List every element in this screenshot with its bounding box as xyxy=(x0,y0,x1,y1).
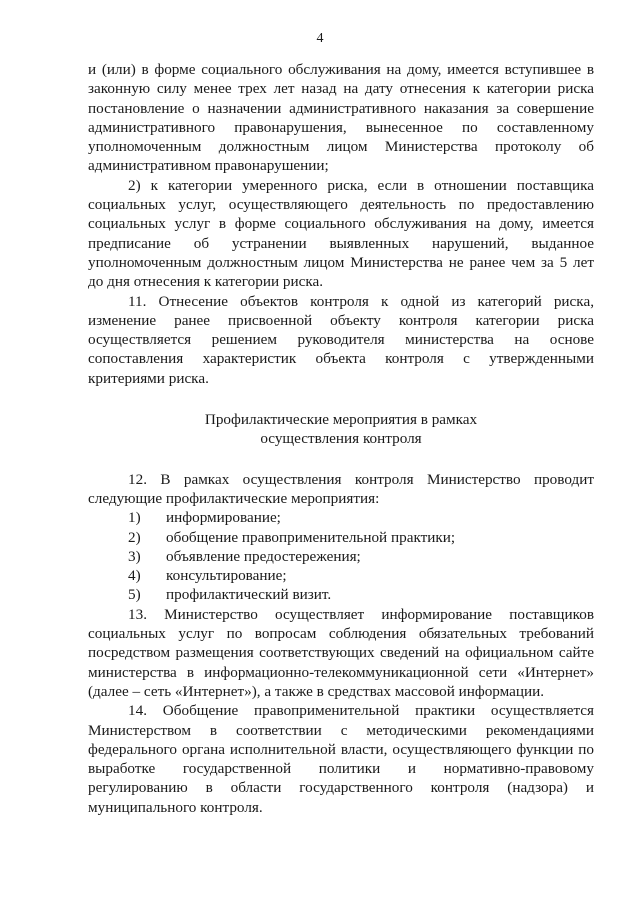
list-item-text: объявление предостережения; xyxy=(166,547,361,565)
section-heading-line-2: осуществления контроля xyxy=(260,430,422,448)
list-item xyxy=(88,566,594,585)
paragraph-11: 11. Отнесение объектов контроля к одной из категорий риска, изменение ранее присвоенной объекту контроля категории риска осуществляется решением руководителя министерства на основе сопоставления характеристик объекта контроля с утвержденными критериями риска. xyxy=(88,292,594,387)
list-item xyxy=(88,508,594,527)
measures-list xyxy=(88,508,594,604)
document-body xyxy=(88,60,594,817)
paragraph-moderate-risk: 2) к категории умеренного риска, если в отношении поставщика социальных услуг, осуществляющего деятельность по предоставлению социальных услуг в форме социального обслуживания на дому, имеется предписание об устранении выявленных нарушений, выданное уполномоченным должностным лицом Министерства не ранее чем за 5 лет до дня отнесения к категории риска. xyxy=(88,176,594,291)
paragraph-continuation: и (или) в форме социального обслуживания на дому, имеется вступившее в законную силу менее трех лет назад на дату отнесения к категории риска постановление о назначении административного наказания за совершение административного правонарушения, вынесенное по составленному уполномоченным должностным лицом Министерства протоколу об административном правонарушении; xyxy=(88,61,594,175)
paragraph-13: 13. Министерство осуществляет информирование поставщиков социальных услуг по вопросам соблюдения обязательных требований посредством размещения соответствующих сведений на официальном сайте министерства в информационно-телекоммуникационной сети «Интернет» (далее – сеть «Интернет»), а также в средствах массовой информации. xyxy=(88,605,594,700)
list-item-text: информирование; xyxy=(166,509,281,527)
list-item-number: 1) xyxy=(128,509,141,527)
list-item-number: 2) xyxy=(128,528,141,546)
list-item-number: 3) xyxy=(128,547,141,565)
list-item xyxy=(88,547,594,566)
paragraph-14: 14. Обобщение правоприменительной практики осуществляется Министерством в соответствии с методическими рекомендациями федерального органа исполнительной власти, осуществляющего функции по выработке государственной политики и нормативно-правовому регулированию в области государственного контроля (надзора) и муниципального контроля. xyxy=(88,702,594,816)
list-item-text: профилактический визит. xyxy=(166,586,332,604)
list-item-number: 4) xyxy=(128,567,141,585)
paragraph-12: 12. В рамках осуществления контроля Министерство проводит следующие профилактические мероприятия: xyxy=(88,470,594,507)
list-item-text: обобщение правоприменительной практики; xyxy=(166,528,456,546)
section-heading-line-1: Профилактические мероприятия в рамках xyxy=(204,411,478,429)
page-number: 4 xyxy=(316,31,324,46)
list-item-number: 5) xyxy=(128,586,141,604)
section-heading xyxy=(88,410,594,449)
list-item-text: консультирование; xyxy=(166,567,287,585)
list-item xyxy=(88,585,594,604)
list-item xyxy=(88,528,594,547)
